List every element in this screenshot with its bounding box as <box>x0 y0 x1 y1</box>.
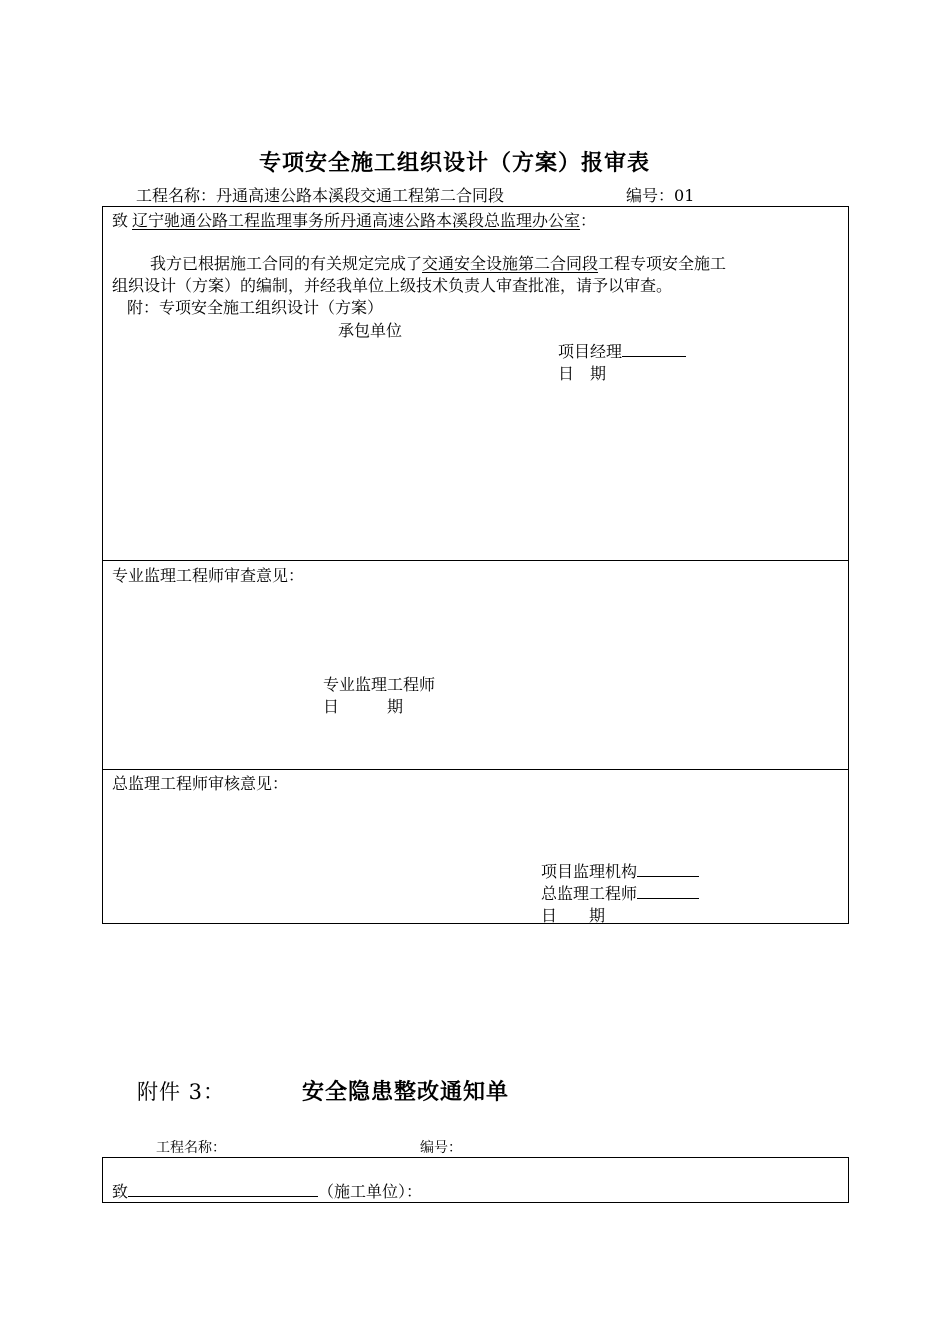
number-row <box>626 185 694 207</box>
engineer-date-label: 日 期 <box>323 697 404 716</box>
contractor-label: 承包单位 <box>338 321 403 340</box>
row-divider <box>102 769 849 770</box>
body-line-2: 组织设计（方案）的编制，并经我单位上级技术负责人审查批准，请予以审查。 <box>112 276 673 295</box>
pm-row <box>558 341 686 363</box>
attachment-note: 附：专项安全施工组织设计（方案） <box>127 298 384 317</box>
org-signature-line <box>637 862 699 877</box>
notice-recipient-line <box>112 1181 422 1203</box>
to-suffix: ： <box>580 211 597 230</box>
notice-project-label: 工程名称： <box>156 1140 226 1156</box>
project-name: 丹通高速公路本溪段交通工程第二合同段 <box>216 186 505 205</box>
recipient-blank-line <box>128 1182 318 1197</box>
recipient-line <box>112 210 596 232</box>
number-label: 编号： <box>626 186 675 205</box>
attachment-3-label: 附件 3： <box>137 1080 226 1104</box>
pm-label: 项目经理 <box>558 342 623 361</box>
form-title: 专项安全施工组织设计（方案）报审表 <box>259 150 651 176</box>
pm-signature-line <box>622 342 686 357</box>
engineer-sign-label: 专业监理工程师 <box>323 675 436 694</box>
chief-review-label: 总监理工程师审核意见： <box>112 774 289 793</box>
project-label: 工程名称： <box>136 186 217 205</box>
body-text: 我方已根据施工合同的有关规定完成了 <box>150 254 423 273</box>
row-divider <box>102 560 849 561</box>
project-row <box>136 185 504 207</box>
notice-title: 安全隐患整改通知单 <box>302 1079 510 1105</box>
org-label: 项目监理机构 <box>541 862 638 881</box>
notice-to-prefix: 致 <box>112 1182 129 1201</box>
chief-signature-line <box>637 884 699 899</box>
body-text: 工程专项安全施工 <box>598 254 727 273</box>
chief-date-label: 日 期 <box>541 906 606 925</box>
recipient-name: 辽宁驰通公路工程监理事务所丹通高速公路本溪段总监理办公室 <box>132 211 581 230</box>
chief-label: 总监理工程师 <box>541 884 638 903</box>
date-label: 日 期 <box>558 364 607 383</box>
chief-row <box>541 883 699 905</box>
org-row <box>541 861 699 883</box>
body-line-1 <box>150 253 726 275</box>
engineer-review-label: 专业监理工程师审查意见： <box>112 566 305 585</box>
contract-section: 交通安全设施第二合同段 <box>422 254 599 273</box>
notice-number-label: 编号： <box>420 1140 462 1156</box>
number-value: 01 <box>674 186 695 205</box>
to-prefix: 致 <box>112 211 129 230</box>
notice-to-suffix: （施工单位）： <box>318 1182 423 1201</box>
